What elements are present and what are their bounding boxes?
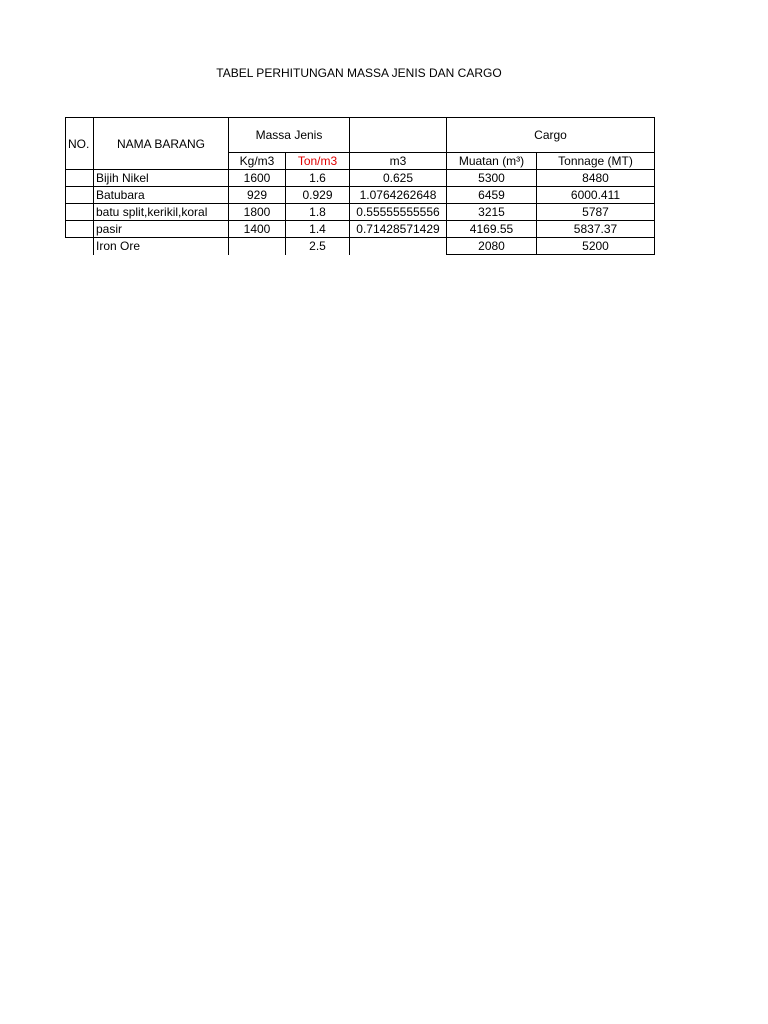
cell-ton-m3: 1.6 — [286, 170, 350, 187]
cell-nama-barang: Bijih Nikel — [94, 170, 229, 187]
cell-no — [66, 238, 94, 255]
header-massa-jenis: Massa Jenis — [229, 118, 350, 153]
cell-m3: 0.71428571429 — [350, 221, 447, 238]
cell-kg-m3: 1400 — [229, 221, 286, 238]
header-cargo: Cargo — [447, 118, 655, 153]
cell-tonnage: 5787 — [537, 204, 655, 221]
header-kg-m3: Kg/m3 — [229, 153, 286, 170]
header-tonnage: Tonnage (MT) — [537, 153, 655, 170]
cell-nama-barang: Batubara — [94, 187, 229, 204]
table-row — [66, 187, 655, 204]
cell-nama-barang: pasir — [94, 221, 229, 238]
header-ton-m3: Ton/m3 — [286, 153, 350, 170]
header-nama-barang: NAMA BARANG — [94, 118, 229, 170]
cell-nama-barang: batu split,kerikil,koral — [94, 204, 229, 221]
cell-ton-m3: 1.8 — [286, 204, 350, 221]
cell-no — [66, 221, 94, 238]
header-muatan: Muatan (m³) — [447, 153, 537, 170]
table-row — [66, 221, 655, 238]
cell-no — [66, 187, 94, 204]
cell-m3 — [350, 238, 447, 255]
cell-muatan: 3215 — [447, 204, 537, 221]
cell-ton-m3: 1.4 — [286, 221, 350, 238]
cell-m3: 0.55555555556 — [350, 204, 447, 221]
table-row — [66, 238, 655, 255]
cell-ton-m3: 2.5 — [286, 238, 350, 255]
cell-no — [66, 170, 94, 187]
cell-m3: 1.0764262648 — [350, 187, 447, 204]
cell-muatan: 5300 — [447, 170, 537, 187]
cell-muatan: 4169.55 — [447, 221, 537, 238]
cell-kg-m3 — [229, 238, 286, 255]
header-blank — [350, 118, 447, 153]
cell-kg-m3: 1800 — [229, 204, 286, 221]
cell-nama-barang: Iron Ore — [94, 238, 229, 255]
header-m3: m3 — [350, 153, 447, 170]
cell-muatan: 2080 — [447, 238, 537, 255]
cell-no — [66, 204, 94, 221]
cell-tonnage: 5837.37 — [537, 221, 655, 238]
table-row — [66, 170, 655, 187]
cell-tonnage: 6000.411 — [537, 187, 655, 204]
cell-muatan: 6459 — [447, 187, 537, 204]
header-no: NO. — [66, 118, 94, 170]
cell-m3: 0.625 — [350, 170, 447, 187]
page-title: TABEL PERHITUNGAN MASSA JENIS DAN CARGO — [216, 66, 502, 80]
cell-kg-m3: 929 — [229, 187, 286, 204]
cell-ton-m3: 0.929 — [286, 187, 350, 204]
cell-tonnage: 5200 — [537, 238, 655, 255]
cell-kg-m3: 1600 — [229, 170, 286, 187]
cell-tonnage: 8480 — [537, 170, 655, 187]
massa-jenis-cargo-table — [65, 117, 655, 255]
table-row — [66, 204, 655, 221]
